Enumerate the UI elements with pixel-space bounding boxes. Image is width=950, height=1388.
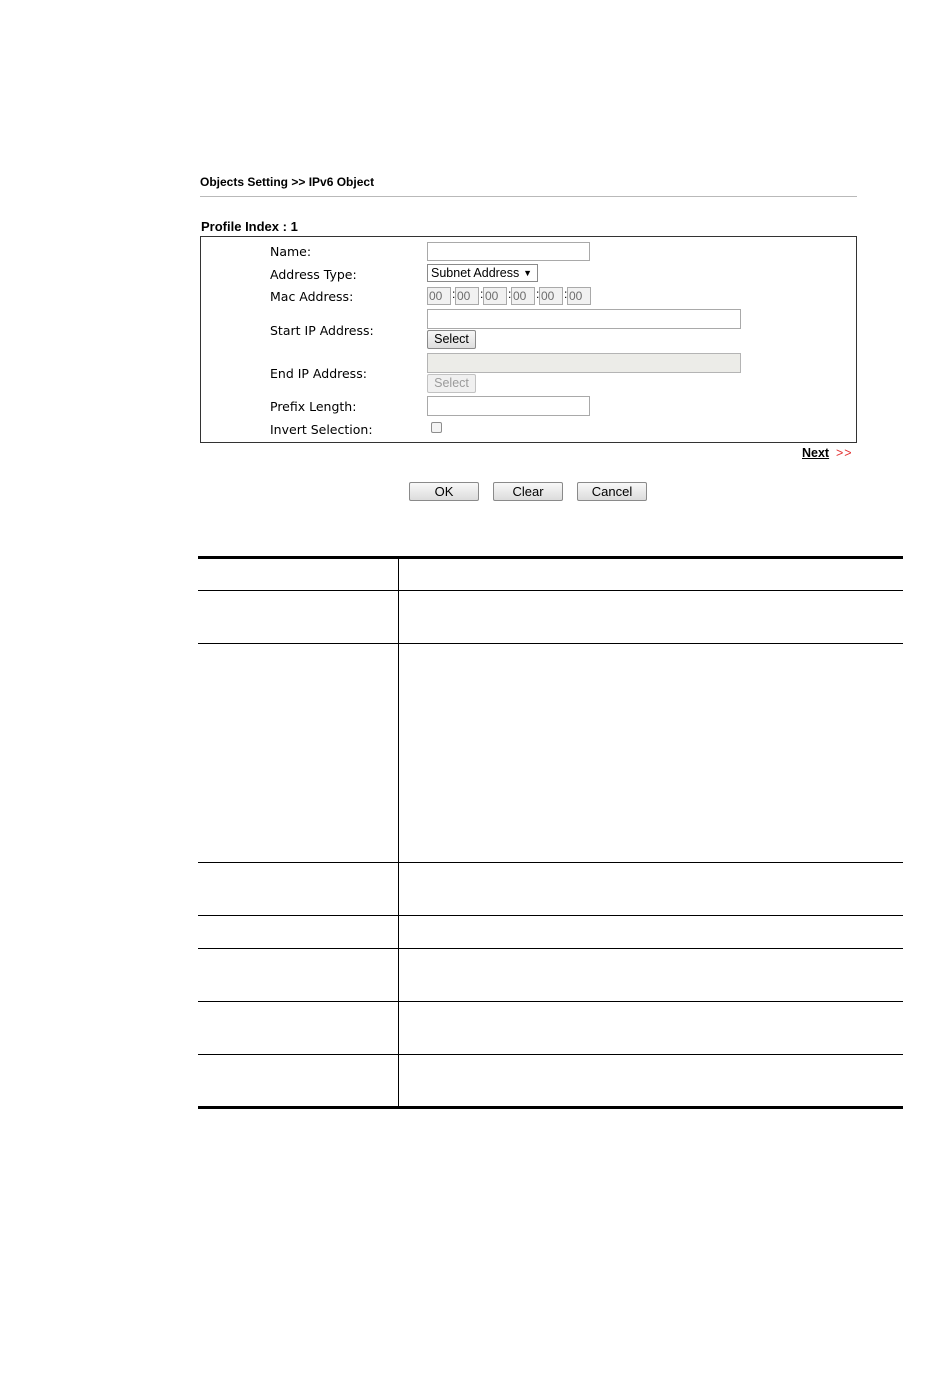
mac-octet-2[interactable]: 00 [455,287,479,305]
table-row [198,644,903,863]
mac-octet-6[interactable]: 00 [567,287,591,305]
invert-selection-label: Invert Selection: [270,422,373,437]
clear-button[interactable]: Clear [493,482,563,501]
table-cell [198,644,399,863]
table-cell [399,863,904,916]
breadcrumb: Objects Setting >> IPv6 Object [200,175,375,189]
table-cell [399,916,904,949]
name-label: Name: [270,244,312,259]
table-row [198,863,903,916]
table-cell [198,863,399,916]
title-divider [200,196,857,197]
table-cell [399,1002,904,1055]
mac-separator: : [508,287,512,301]
mac-octet-3[interactable]: 00 [483,287,507,305]
table-cell [399,644,904,863]
mac-address-label: Mac Address: [270,289,354,304]
invert-selection-checkbox[interactable] [431,422,442,433]
end-ip-input [427,353,741,373]
table-row [198,558,903,591]
table-row [198,591,903,644]
mac-separator: : [536,287,540,301]
end-ip-label: End IP Address: [270,366,367,381]
table-row [198,949,903,1002]
table-row [198,1055,903,1108]
table-cell [399,558,904,591]
cancel-button[interactable]: Cancel [577,482,647,501]
table-cell [198,949,399,1002]
profile-index-title: Profile Index : 1 [201,219,298,234]
mac-separator: : [480,287,484,301]
table-row [198,916,903,949]
dropdown-arrow-icon: ▼ [523,268,532,278]
ok-button[interactable]: OK [409,482,479,501]
table-cell [198,591,399,644]
table-cell [399,1055,904,1108]
table-cell [198,916,399,949]
prefix-length-input[interactable] [427,396,590,416]
table-cell [198,1002,399,1055]
start-ip-label: Start IP Address: [270,323,374,338]
table-cell [198,1055,399,1108]
prefix-length-label: Prefix Length: [270,399,357,414]
description-table [198,556,903,1109]
table-cell [399,949,904,1002]
mac-octet-4[interactable]: 00 [511,287,535,305]
address-type-select[interactable] [427,264,538,282]
name-input[interactable] [427,242,590,261]
next-arrows[interactable]: >> [836,446,853,460]
mac-separator: : [564,287,568,301]
next-link[interactable]: Next [802,446,830,460]
table-row [198,1002,903,1055]
mac-separator: : [452,287,456,301]
mac-octet-1[interactable]: 00 [427,287,451,305]
address-type-label: Address Type: [270,267,357,282]
mac-octet-5[interactable]: 00 [539,287,563,305]
start-ip-input[interactable] [427,309,741,329]
table-cell [198,558,399,591]
address-type-value: Subnet Address [431,266,520,280]
end-ip-select-button: Select [427,374,476,393]
table-cell [399,591,904,644]
start-ip-select-button[interactable]: Select [427,330,476,349]
